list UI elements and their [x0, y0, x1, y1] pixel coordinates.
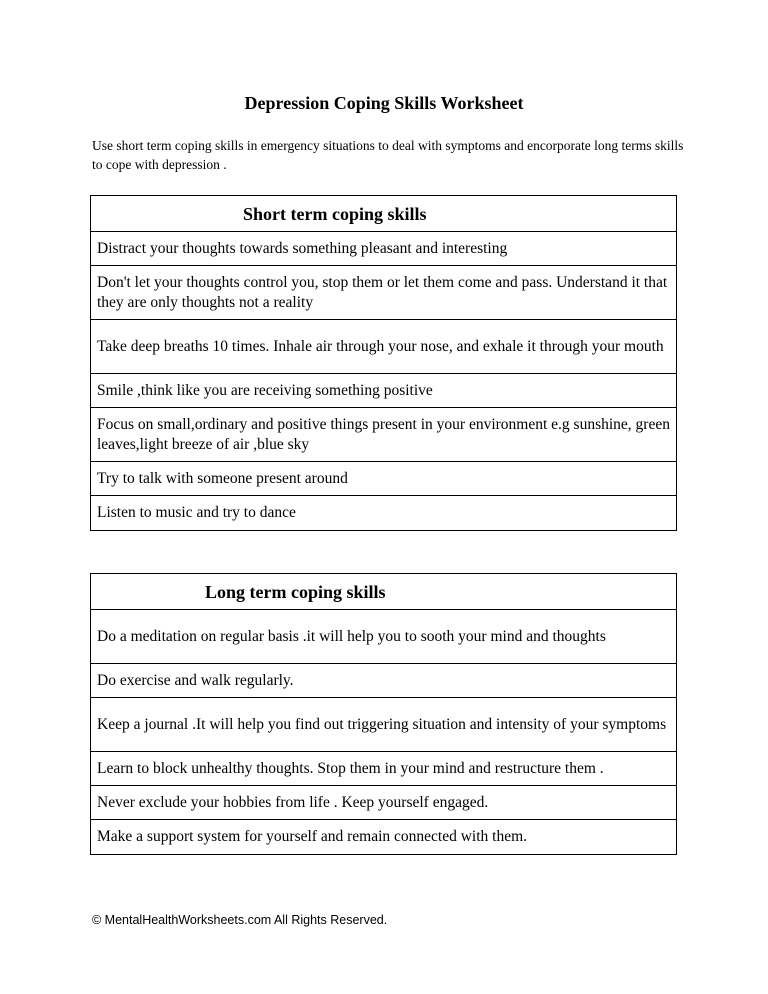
- table-row: Don't let your thoughts control you, stop them or let them come and pass. Understand it that they are only thoughts not a reality: [91, 266, 676, 320]
- table-row: Distract your thoughts towards something pleasant and interesting: [91, 232, 676, 266]
- page-title: Depression Coping Skills Worksheet: [244, 93, 524, 113]
- footer-copyright: © MentalHealthWorksheets.com All Rights Reserved.: [92, 913, 388, 927]
- table-row: Do a meditation on regular basis .it will help you to sooth your mind and thoughts: [91, 610, 676, 664]
- table-row: Make a support system for yourself and remain connected with them.: [97, 828, 528, 845]
- table-row: Focus on small,ordinary and positive things present in your environment e.g sunshine, green leaves,light breeze of air ,blue sky: [91, 408, 676, 462]
- table-row: Take deep breaths 10 times. Inhale air through your nose, and exhale it through your mouth: [91, 320, 676, 374]
- table-row: Try to talk with someone present around: [91, 462, 676, 496]
- table-row: Smile ,think like you are receiving something positive: [91, 374, 676, 408]
- table-row: Listen to music and try to dance: [97, 504, 296, 521]
- table-row: Never exclude your hobbies from life . Keep yourself engaged.: [91, 786, 676, 820]
- intro-paragraph: Use short term coping skills in emergency situations to deal with symptoms and encorporate long terms skills to cope with depression .: [92, 138, 684, 172]
- long-term-skills-table: [90, 573, 677, 855]
- short-term-skills-table: [90, 195, 677, 531]
- table-row: Keep a journal .It will help you find out triggering situation and intensity of your symptoms: [91, 698, 676, 752]
- short-term-heading: Short term coping skills: [91, 196, 676, 232]
- table-row: Learn to block unhealthy thoughts. Stop them in your mind and restructure them .: [91, 752, 676, 786]
- long-term-heading: Long term coping skills: [91, 574, 676, 610]
- table-row: Do exercise and walk regularly.: [91, 664, 676, 698]
